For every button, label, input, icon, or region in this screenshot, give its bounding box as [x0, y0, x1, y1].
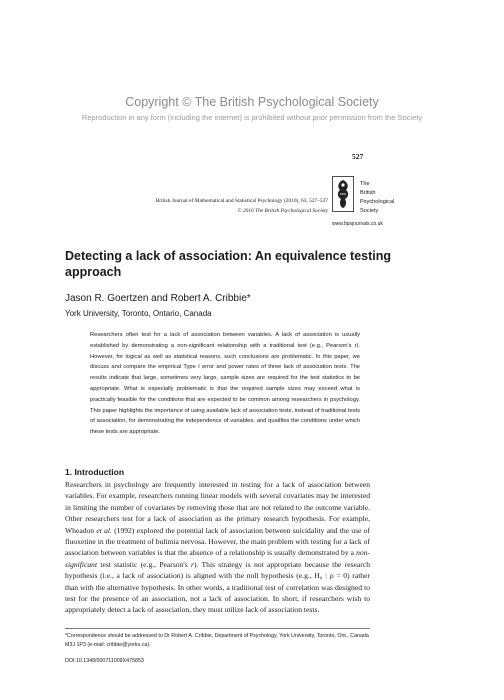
author-affiliation: York University, Toronto, Ontario, Canada — [65, 309, 212, 318]
abstract: Researchers often test for a lack of association between variables. A lack of association is usually established by demonstrating a non-significant relationship with a traditional test (e.g., Pearson's r). However, for logical as well as statistical reasons, such conclusions are problematic. In this paper, we discuss and compare the empirical Type I error and power rates of three lack of association tests. The results indicate that large, sometimes very large, sample sizes are required for the test statistics to be appropriate. What is especially problematic is that the required sample sizes may exceed what is practically feasible for the conditions that are expected to be common among researchers in psychology. This paper highlights the importance of using available lack of association tests, instead of traditional tests of association, for demonstrating the independence of variables, and qualifies the conditions under which these tests are appropriate. — [90, 332, 360, 436]
bps-publisher-name — [360, 180, 394, 216]
copyright-watermark-notice: Reproduction in any form (including the internet) is prohibited without prior permission from the Society — [81, 113, 423, 122]
page-number: 527 — [352, 152, 364, 161]
intro-text: (1992) explored the potential lack of association between suicidality and the use of fluoxetine in the treatment of bulimia nervosa. However, the main problem with testing for a lack of association between variables is that the absence of a relationship is usually demonstrated by a — [65, 525, 370, 558]
intro-text-italic: r — [190, 559, 194, 569]
footnote-divider — [65, 628, 370, 629]
section-heading: 1. Introduction — [65, 467, 125, 477]
bps-name-line: British — [360, 190, 376, 196]
journal-citation: British Journal of Mathematical and Statistical Psychology (2010), 63, 527–537 — [155, 198, 328, 204]
article-authors: Jason R. Goertzen and Robert A. Cribbie* — [65, 293, 251, 304]
intro-text: ). This strategy is not appropriate because the research hypothesis (i.e., a lack of association) is aligned with the null hypothesis (e.g., H₀ : ρ = 0) rather than with the alternative hypothesis. In other words, a traditional test of correlation was designed to test for the presence of an association, not a lack of association. In short, if researchers wish to appropriately detect a lack of association, they must utilize lack of association tests. — [65, 559, 370, 615]
bps-logo-icon — [332, 176, 354, 212]
introduction-paragraph — [65, 479, 370, 616]
journal-copyright: © 2010 The British Psychological Society — [237, 208, 328, 214]
bps-name-line: The — [360, 181, 370, 187]
publisher-url: www.bpsjournals.co.uk — [332, 221, 383, 227]
article-title: Detecting a lack of association: An equivalence testing approach — [65, 249, 392, 279]
intro-text-italic: et al. — [96, 525, 112, 535]
intro-text-italic: non-significant — [65, 548, 370, 569]
bps-name-line: Society — [360, 208, 379, 214]
intro-text: test statistic (e.g., Pearson's — [97, 559, 191, 569]
intro-text: Researchers in psychology are frequently interested in testing for a lack of association between variables. For example, researchers running linear models with several covariates may be interested in limiting the number of covariates by removing those that are not related to the outcome variable. Other researchers test for a lack of association as the primary research hypothesis. For example, Wheadon — [65, 480, 370, 535]
copyright-watermark-title: Copyright © The British Psychological Society — [125, 95, 379, 109]
bps-name-line: Psychological — [360, 199, 395, 205]
doi: DOI:10.1348/000711009X475853 — [65, 658, 144, 664]
correspondence-footnote: *Correspondence should be addressed to Dr Robert A. Cribbie, Department of Psychology, York University, Toronto, Ont., Canada M3J 1P3 (e-mail: cribbie@yorku.ca). — [65, 633, 369, 648]
